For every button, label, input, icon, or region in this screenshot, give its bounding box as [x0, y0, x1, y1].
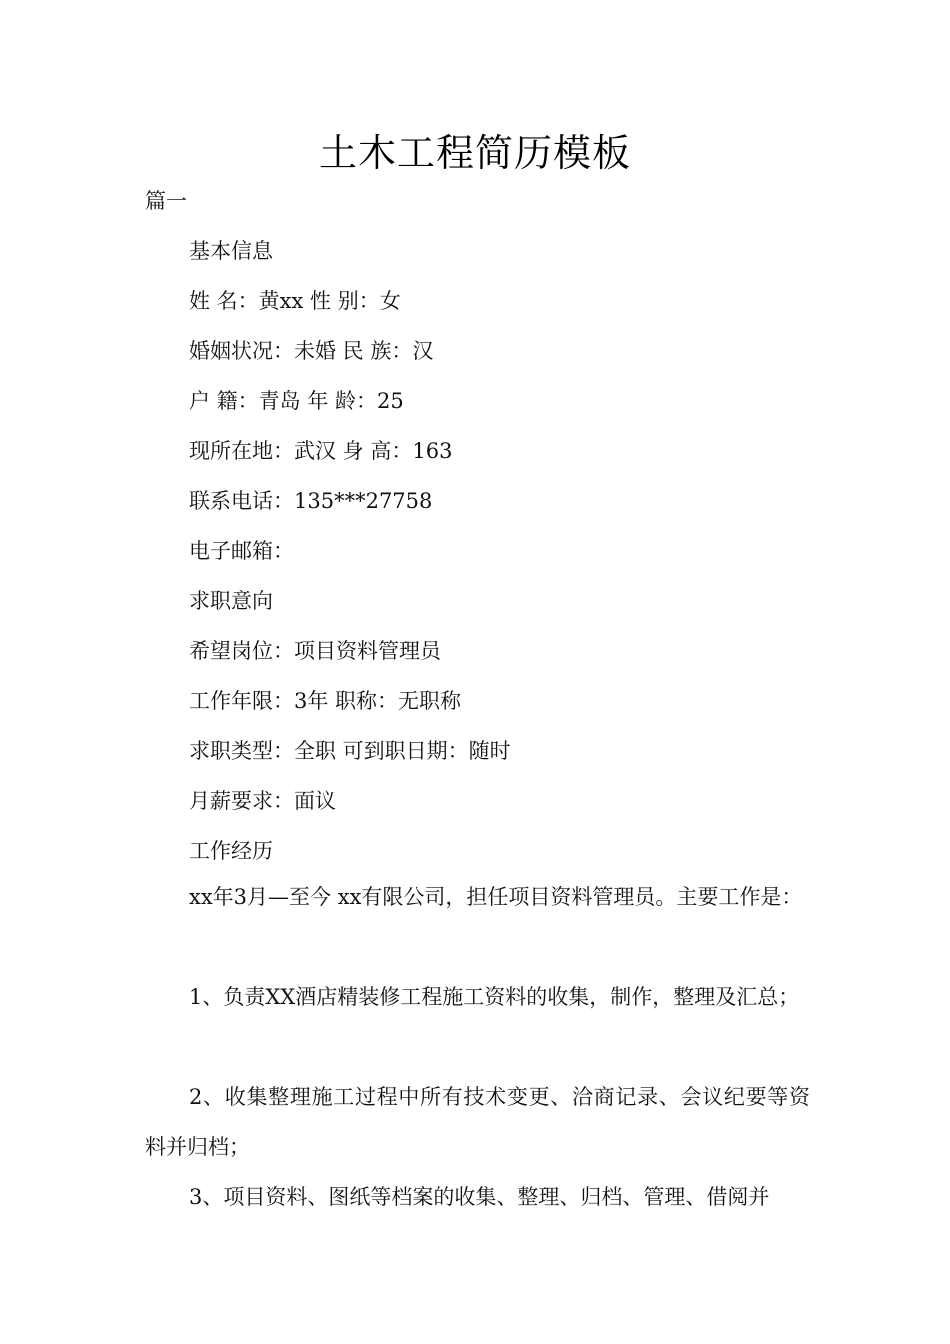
info-name-gender: 姓 名：黄xx 性 别：女	[189, 289, 401, 313]
heading-basic-info: 基本信息	[189, 239, 273, 263]
work-paragraph-1: 1、负责XX酒店精装修工程施工资料的收集，制作，整理及汇总；	[189, 985, 800, 1009]
work-paragraph-2: 2、收集整理施工过程中所有技术变更、洽商记录、会议纪要等资料并归档；	[145, 1085, 810, 1159]
info-desired-position: 希望岗位：项目资料管理员	[189, 639, 441, 663]
work-paragraph-intro: xx年3月—至今 xx有限公司，担任项目资料管理员。主要工作是：	[189, 885, 803, 909]
heading-job-intention: 求职意向	[189, 589, 273, 613]
info-email: 电子邮箱：	[189, 539, 294, 563]
info-years-title: 工作年限：3年 职称：无职称	[189, 689, 462, 713]
section-label: 篇一	[145, 189, 187, 213]
info-job-type: 求职类型：全职 可到职日期：随时	[189, 739, 511, 763]
info-marital-ethnicity: 婚姻状况：未婚 民 族：汉	[189, 339, 434, 363]
document-title: 土木工程简历模板	[318, 131, 631, 175]
info-phone: 联系电话：135***27758	[189, 489, 433, 513]
work-paragraph-3: 3、项目资料、图纸等档案的收集、整理、归档、管理、借阅并	[189, 1185, 770, 1209]
info-location-height: 现所在地：武汉 身 高：163	[189, 439, 453, 463]
heading-work-experience: 工作经历	[189, 839, 273, 863]
info-salary: 月薪要求：面议	[189, 789, 336, 813]
info-hometown-age: 户 籍：青岛 年 龄：25	[189, 389, 404, 413]
